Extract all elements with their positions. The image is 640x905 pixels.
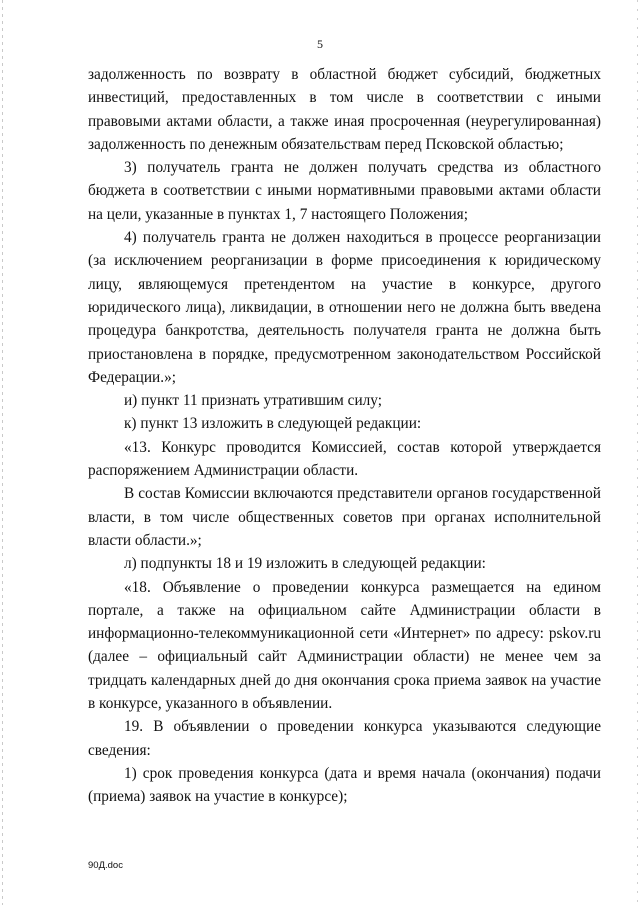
paragraph-item-3: 3) получатель гранта не должен получать средства из областного бюджета в соответствии с иными нормативными правовыми актами области на цели, указанные в пунктах 1, 7 настоящего Положения; bbox=[88, 159, 601, 223]
paragraph-amendment-i: и) пункт 11 признать утратившим силу; bbox=[124, 392, 382, 410]
scan-edge-left bbox=[2, 0, 3, 905]
paragraph-debt-continuation: задолженность по возврату в областной бюджет субсидий, бюджетных инвестиций, предоставленных в том числе в соответствии с иными правовыми актами области, а также иная просроченная (неурегулированная) задолженность по денежным обязательствам перед Псковской областью; bbox=[88, 66, 601, 153]
page-number: 5 bbox=[317, 37, 323, 51]
paragraph-amendment-k: к) пункт 13 изложить в следующей редакции: bbox=[124, 415, 422, 433]
paragraph-clause-18: «18. Объявление о проведении конкурса размещается на едином портале, а также на официальном сайте Администрации области в информационно-телекоммуникационной сети «Интернет» по адресу: pskov.ru (далее – официальный сайт Администрации области) не менее чем за тридцать календарных дней до дня окончания срока приема заявок на участие в конкурсе, указанного в объявлении. bbox=[88, 578, 601, 713]
paragraph-amendment-l: л) подпункты 18 и 19 изложить в следующей редакции: bbox=[124, 555, 486, 573]
document-body bbox=[88, 63, 601, 809]
paragraph-clause-19-item-1: 1) срок проведения конкурса (дата и время начала (окончания) подачи (приема) заявок на участие в конкурсе); bbox=[88, 764, 601, 806]
paragraph-clause-19: 19. В объявлении о проведении конкурса указываются следующие сведения: bbox=[88, 718, 601, 759]
paragraph-clause-13: «13. Конкурс проводится Комиссией, состав которой утверждается распоряжением Администрации области. bbox=[88, 438, 601, 480]
paragraph-commission-composition: В состав Комиссии включаются представители органов государственной власти, в том числе общественных советов при органах исполнительной власти области.»; bbox=[88, 485, 601, 549]
scan-edge-right bbox=[637, 0, 638, 905]
footer-filename: 90Д.doc bbox=[88, 860, 123, 871]
paragraph-item-4: 4) получатель гранта не должен находиться в процессе реорганизации (за исключением реорганизации в форме присоединения к юридическому лицу, являющемуся претендентом на участие в конкурсе, другого юридического лица), ликвидации, в отношении него не должна быть введена процедура банкротства, деятельность получателя гранта не должна быть приостановлена в порядке, предусмотренном законодательством Российской Федерации.»; bbox=[88, 229, 601, 386]
